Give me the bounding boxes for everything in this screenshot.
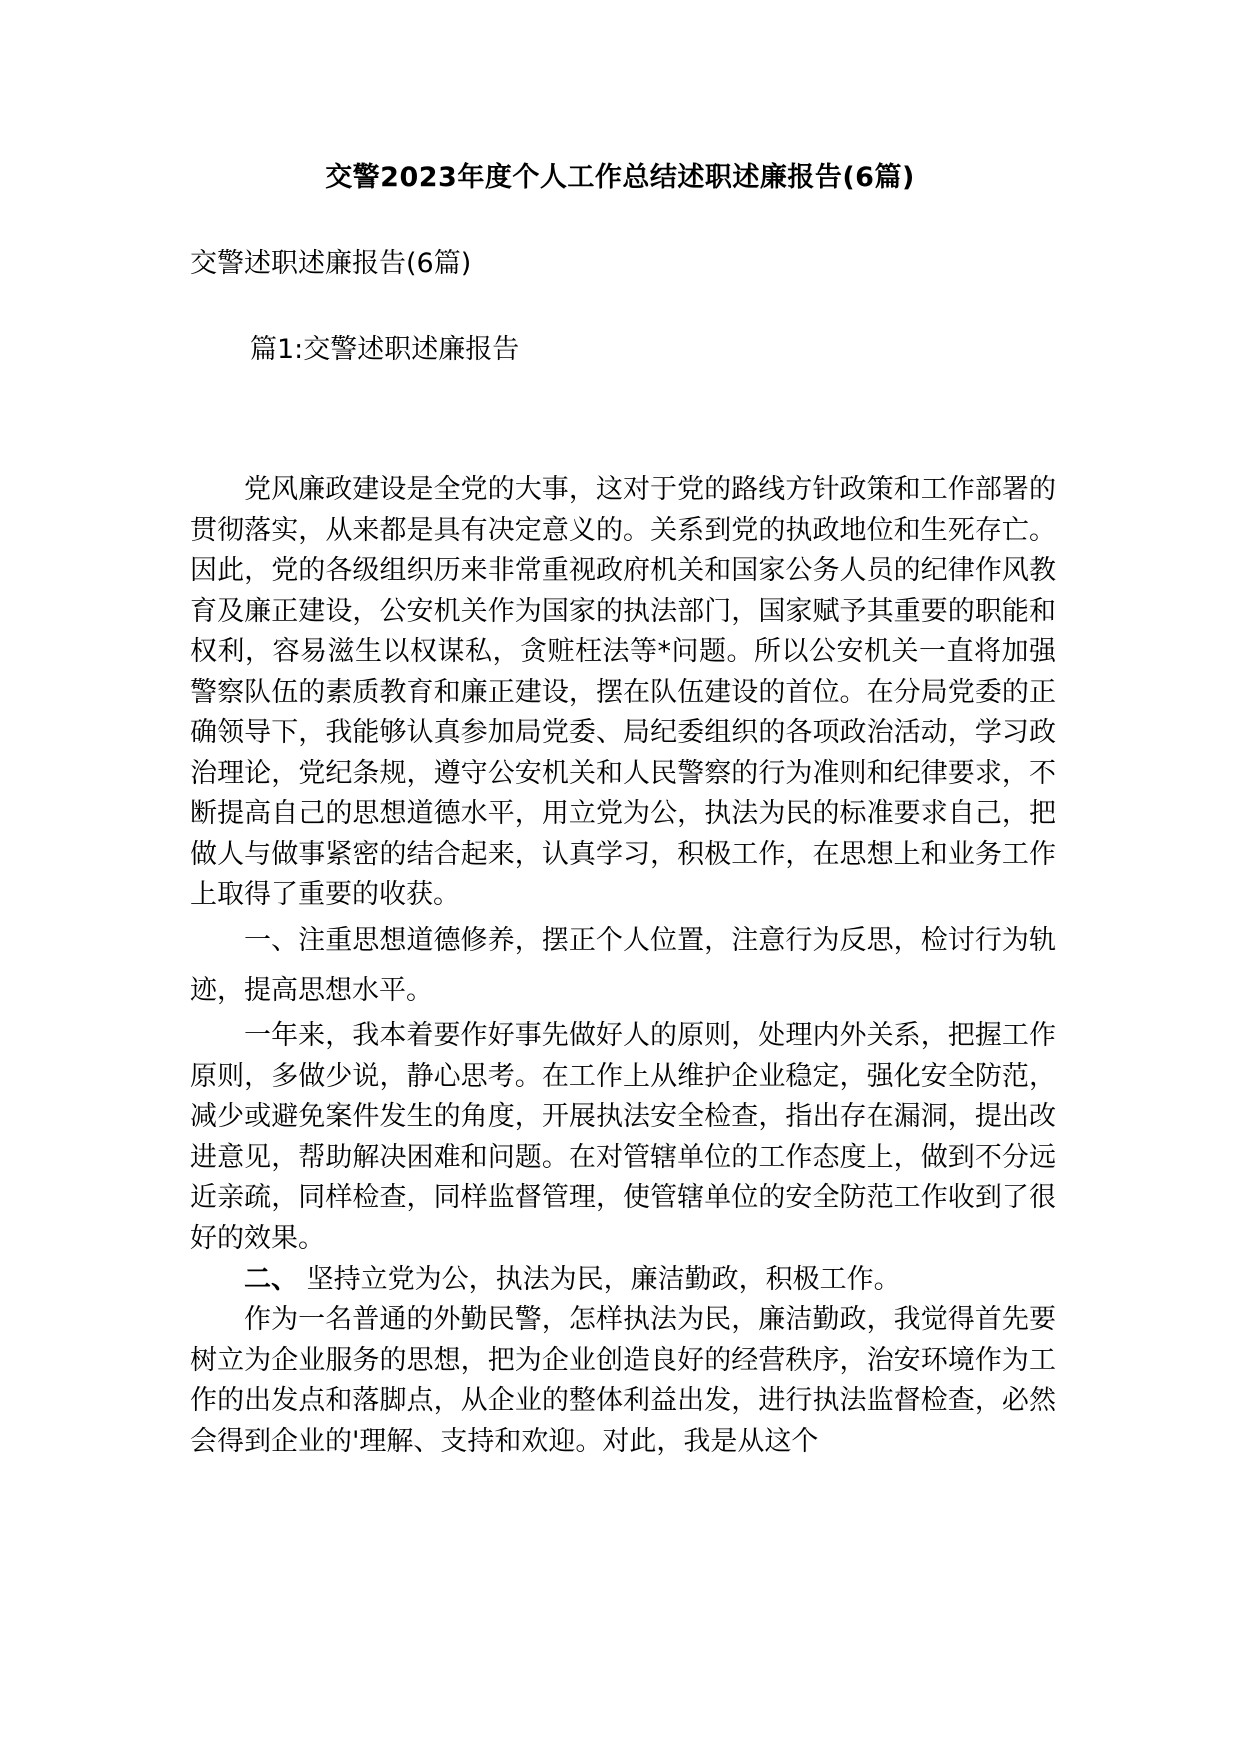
point-two-number: 二、 xyxy=(244,1264,298,1295)
paragraph-point-two-body: 作为一名普通的外勤民警，怎样执法为民，廉洁勤政，我觉得首先要树立为企业服务的思想，把为企业创造良好的经营秩序，治安环境作为工作的出发点和落脚点，从企业的整体利益出发，进行执法监督检查，必然会得到企业的'理解、支持和欢迎。对此，我是从这个 xyxy=(190,1304,1056,1457)
paragraph-point-one-heading: 一、注重思想道德修养，摆正个人位置，注意行为反思，检讨行为轨迹，提高思想水平。 xyxy=(190,925,1056,1006)
section-heading: 篇1:交警述职述廉报告 xyxy=(250,334,520,365)
paragraph-point-one-body: 一年来，我本着要作好事先做好人的原则，处理内外关系，把握工作原则，多做少说，静心思考。在工作上从维护企业稳定，强化安全防范，减少或避免案件发生的角度，开展执法安全检查，指出存在漏洞，提出改进意见，帮助解决困难和问题。在对管辖单位的工作态度上，做到不分远近亲疏，同样检查，同样监督管理，使管辖单位的安全防范工作收到了很好的效果。 xyxy=(190,1020,1056,1254)
paragraph-intro: 党风廉政建设是全党的大事，这对于党的路线方针政策和工作部署的贯彻落实，从来都是具有决定意义的。关系到党的执政地位和生死存亡。因此，党的各级组织历来非常重视政府机关和国家公务人员的纪律作风教育及廉正建设，公安机关作为国家的执法部门，国家赋予其重要的职能和权利，容易滋生以权谋私，贪赃枉法等*问题。所以公安机关一直将加强警察队伍的素质教育和廉正建设，摆在队伍建设的首位。在分局党委的正确领导下，我能够认真参加局党委、局纪委组织的各项政治活动，学习政治理论，党纪条规，遵守公安机关和人民警察的行为准则和纪律要求，不断提高自己的思想道德水平，用立党为公，执法为民的标准要求自己，把做人与做事紧密的结合起来，认真学习，积极工作，在思想上和业务工作上取得了重要的收获。 xyxy=(190,474,1056,910)
point-two-text: 坚持立党为公，执法为民，廉洁勤政，积极工作。 xyxy=(298,1264,901,1295)
document-title: 交警2023年度个人工作总结述职述廉报告(6篇) xyxy=(325,162,915,193)
paragraph-point-two-heading xyxy=(190,1260,1056,1301)
document-subtitle: 交警述职述廉报告(6篇) xyxy=(190,248,472,279)
